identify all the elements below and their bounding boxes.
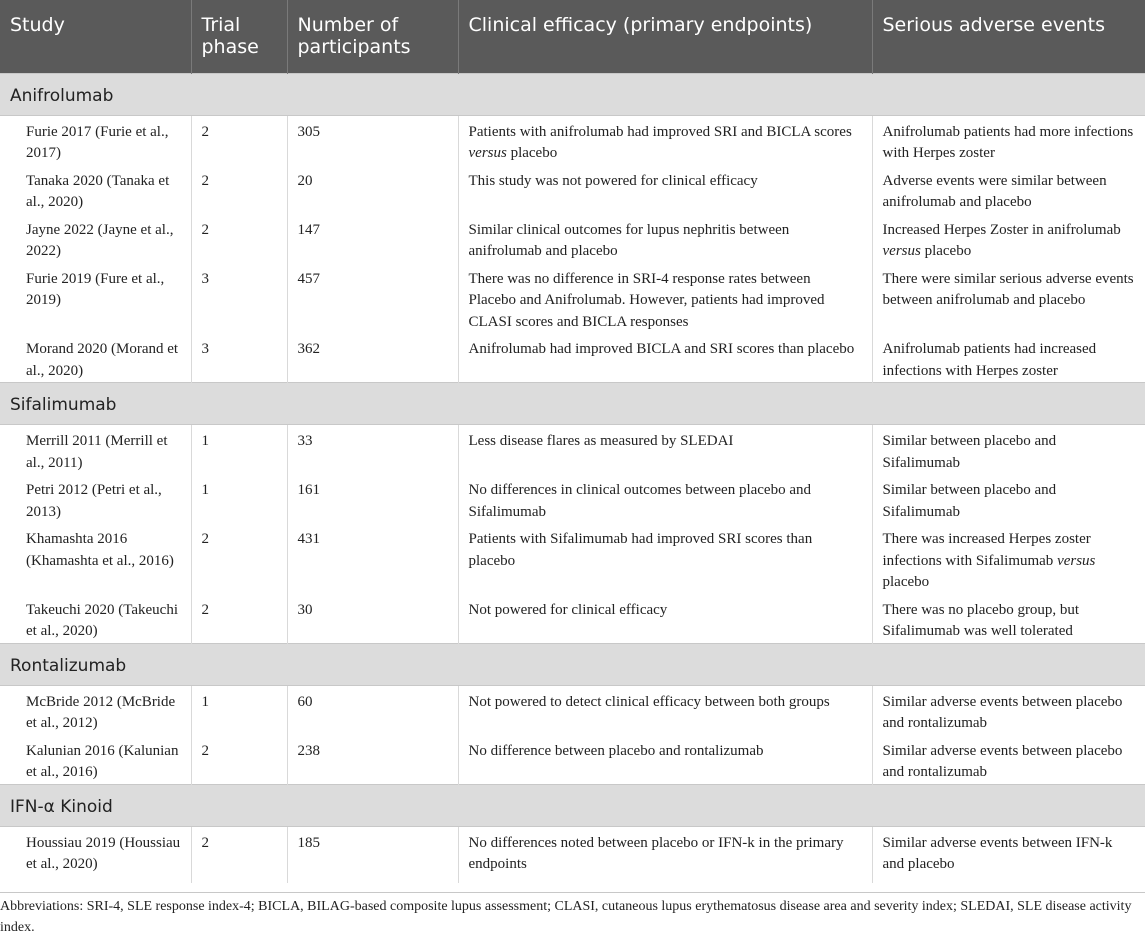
- table-row: [0, 333, 1145, 383]
- cell-participants: 147: [287, 214, 458, 263]
- section-title: Rontalizumab: [0, 643, 1145, 685]
- cell-trial-phase: 1: [191, 425, 287, 475]
- abbreviations-footnote: Abbreviations: SRI-4, SLE response index-4; BICLA, BILAG-based composite lupus assessment; CLASI, cutaneous lupus erythematosus disease area and severity index; SLEDAI, SLE disease activity index.: [0, 899, 1132, 935]
- cell-study: Merrill 2011 (Merrill et al., 2011): [0, 425, 191, 475]
- cell-trial-phase: 2: [191, 735, 287, 785]
- cell-adverse-events: There was increased Herpes zoster infections with Sifalimumab versus placebo: [882, 531, 1096, 590]
- header-study: Study: [0, 0, 191, 73]
- table-row: [0, 685, 1145, 735]
- cell-participants: 431: [287, 523, 458, 594]
- table-row: [0, 735, 1145, 785]
- cell-trial-phase: 3: [191, 263, 287, 334]
- header-serious-adverse-events: Serious adverse events: [882, 14, 1106, 36]
- italic-text: versus: [468, 145, 507, 161]
- cell-adverse-events: Similar between placebo and Sifalimumab: [882, 433, 1057, 471]
- table-header: [0, 0, 1145, 73]
- cell-clinical-efficacy: Similar clinical outcomes for lupus nephritis between anifrolumab and placebo: [458, 214, 872, 263]
- cell-study: Kalunian 2016 (Kalunian et al., 2016): [0, 735, 191, 785]
- table-row: [0, 214, 1145, 263]
- cell-study: Tanaka 2020 (Tanaka et al., 2020): [0, 165, 191, 214]
- cell-adverse-events: Similar between placebo and Sifalimumab: [882, 482, 1057, 520]
- cell-trial-phase: 2: [191, 826, 287, 883]
- italic-text: versus: [1057, 552, 1096, 569]
- table-bottom-rule: [0, 892, 1145, 893]
- header-clinical-efficacy: Clinical efficacy (primary endpoints): [458, 0, 872, 73]
- cell-adverse-events: Similar adverse events between IFN-k and placebo: [882, 834, 1113, 872]
- cell-participants: 60: [287, 685, 458, 735]
- cell-clinical-efficacy: No difference between placebo and rontalizumab: [458, 735, 872, 785]
- section-header-row: [0, 73, 1145, 115]
- cell-trial-phase: 1: [191, 685, 287, 735]
- cell-participants: 305: [287, 115, 458, 165]
- table-body: [0, 73, 1145, 883]
- cell-adverse-events: There was no placebo group, but Sifalimumab was well tolerated: [882, 601, 1080, 639]
- table-row: [0, 263, 1145, 334]
- cell-clinical-efficacy: Less disease flares as measured by SLEDAI: [458, 425, 872, 475]
- cell-trial-phase: 2: [191, 115, 287, 165]
- header-trial-phase: Trial phase: [191, 0, 287, 73]
- section-header-row: [0, 784, 1145, 826]
- table-row: [0, 826, 1145, 883]
- section-header-row: [0, 643, 1145, 685]
- cell-participants: 161: [287, 474, 458, 523]
- header-row: [0, 0, 1145, 73]
- table-row: [0, 425, 1145, 475]
- cell-study: Morand 2020 (Morand et al., 2020): [0, 333, 191, 383]
- cell-clinical-efficacy: Not powered to detect clinical efficacy between both groups: [458, 685, 872, 735]
- cell-clinical-efficacy: No differences in clinical outcomes between placebo and Sifalimumab: [458, 474, 872, 523]
- section-title: Sifalimumab: [0, 383, 1145, 425]
- table-row: [0, 165, 1145, 214]
- section-header-row: [0, 383, 1145, 425]
- table-row: [0, 594, 1145, 644]
- cell-study: Furie 2017 (Furie et al., 2017): [0, 115, 191, 165]
- table-row: [0, 115, 1145, 165]
- cell-participants: 30: [287, 594, 458, 644]
- cell-adverse-events: Similar adverse events between placebo and rontalizumab: [882, 742, 1123, 780]
- table-row: [0, 523, 1145, 594]
- cell-study: Jayne 2022 (Jayne et al., 2022): [0, 214, 191, 263]
- header-number-of-participants: Number of participants: [287, 0, 458, 73]
- cell-clinical-efficacy: Patients with anifrolumab had improved SRI and BICLA scores versus placebo: [458, 115, 872, 165]
- cell-study: Takeuchi 2020 (Takeuchi et al., 2020): [0, 594, 191, 644]
- italic-text: versus: [882, 243, 921, 259]
- cell-trial-phase: 2: [191, 594, 287, 644]
- cell-trial-phase: 2: [191, 523, 287, 594]
- cell-study: Houssiau 2019 (Houssiau et al., 2020): [0, 826, 191, 883]
- cell-participants: 185: [287, 826, 458, 883]
- cell-trial-phase: 2: [191, 214, 287, 263]
- cell-clinical-efficacy: Anifrolumab had improved BICLA and SRI scores than placebo: [458, 333, 872, 383]
- cell-trial-phase: 1: [191, 474, 287, 523]
- table-row: [0, 474, 1145, 523]
- cell-study: Khamashta 2016 (Khamashta et al., 2016): [0, 523, 191, 594]
- cell-participants: 33: [287, 425, 458, 475]
- cell-adverse-events: Anifrolumab patients had increased infections with Herpes zoster: [882, 341, 1097, 379]
- cell-clinical-efficacy: This study was not powered for clinical efficacy: [458, 165, 872, 214]
- cell-participants: 457: [287, 263, 458, 334]
- cell-clinical-efficacy: Not powered for clinical efficacy: [458, 594, 872, 644]
- section-title: Anifrolumab: [0, 73, 1145, 115]
- cell-participants: 20: [287, 165, 458, 214]
- cell-adverse-events: There were similar serious adverse events between anifrolumab and placebo: [882, 270, 1134, 308]
- section-title: IFN-α Kinoid: [0, 784, 1145, 826]
- cell-clinical-efficacy: Patients with Sifalimumab had improved SRI scores than placebo: [458, 523, 872, 594]
- cell-participants: 362: [287, 333, 458, 383]
- cell-clinical-efficacy: No differences noted between placebo or IFN-k in the primary endpoints: [458, 826, 872, 883]
- cell-participants: 238: [287, 735, 458, 785]
- cell-trial-phase: 2: [191, 165, 287, 214]
- cell-clinical-efficacy: There was no difference in SRI-4 response rates between Placebo and Anifrolumab. However, patients had improved CLASI scores and BICLA responses: [458, 263, 872, 334]
- cell-study: Furie 2019 (Fure et al., 2019): [0, 263, 191, 334]
- cell-adverse-events: Similar adverse events between placebo and rontalizumab: [882, 693, 1123, 731]
- cell-adverse-events: Increased Herpes Zoster in anifrolumab versus placebo: [882, 221, 1121, 259]
- cell-adverse-events: Adverse events were similar between anifrolumab and placebo: [882, 172, 1107, 210]
- cell-trial-phase: 3: [191, 333, 287, 383]
- cell-adverse-events: Anifrolumab patients had more infections with Herpes zoster: [882, 123, 1134, 161]
- cell-study: McBride 2012 (McBride et al., 2012): [0, 685, 191, 735]
- cell-study: Petri 2012 (Petri et al., 2013): [0, 474, 191, 523]
